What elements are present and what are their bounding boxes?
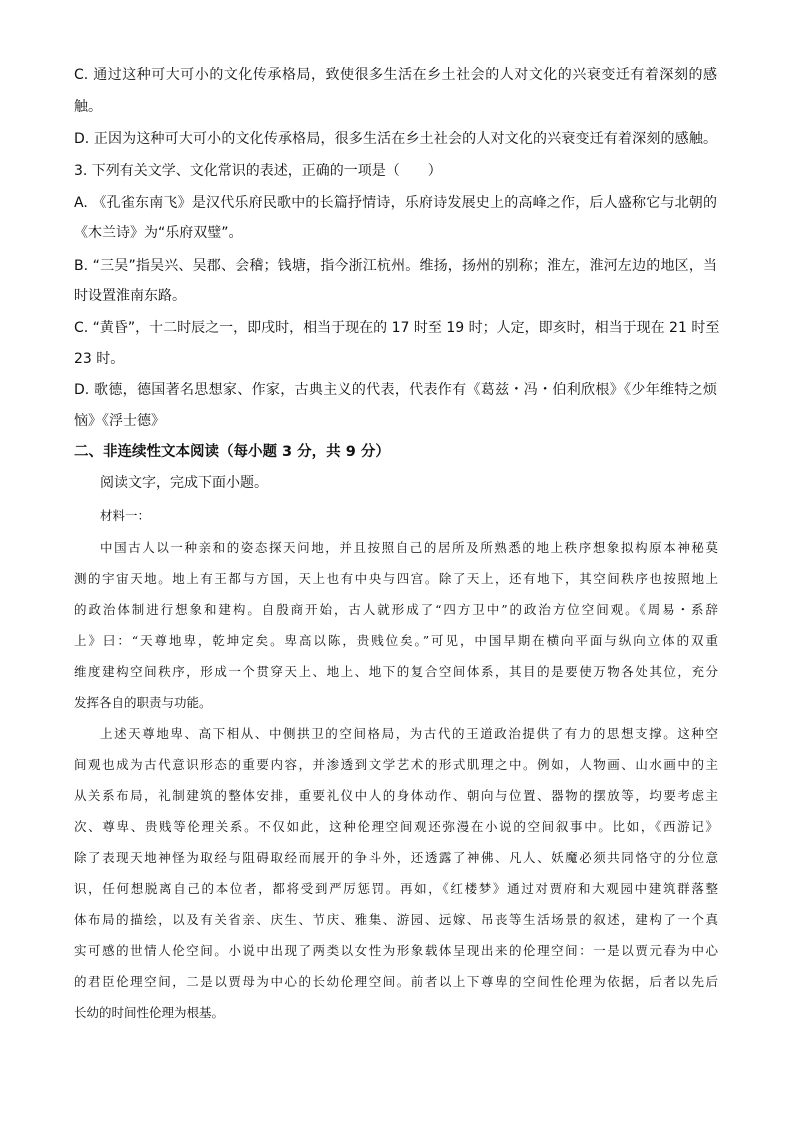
- material1-p1-line: 发挥各自的职责与功能。: [74, 695, 212, 710]
- material1-p1-line: 维度建构空间秩序，形成一个贯穿天上、地上、地下的复合空间体系，其目的是要使万物各处其位，充分: [74, 664, 718, 679]
- reading-instruction: 阅读文字，完成下面小题。: [100, 475, 268, 491]
- section-heading: 二、非连续性文本阅读（每小题 3 分，共 9 分）: [74, 444, 390, 460]
- material-label: 材料一：: [100, 508, 151, 523]
- material1-p2-line: 间观也成为古代意识形态的重要内容，并渗透到文学艺术的形式肌理之中。例如，人物画、山水画中的主: [74, 757, 718, 772]
- q3-option-a-line2: 《木兰诗》为“乐府双璧”。: [74, 225, 243, 241]
- material1-p2-line: 实可感的世情人伦空间。小说中出现了两类以女性为形象载体呈现出来的伦理空间：一是以贾元春为中心: [74, 943, 718, 958]
- material1-p2-line: 体布局的描绘，以及有关省亲、庆生、节庆、雅集、游园、远嫁、吊丧等生活场景的叙述，建构了一个真: [74, 912, 718, 927]
- material1-p2-line: 的君臣伦理空间，二是以贾母为中心的长幼伦理空间。前者以上下尊卑的空间性伦理为依据，后者以先后: [74, 974, 718, 989]
- material1-p2-line: 上述天尊地卑、高下相从、中侧拱卫的空间格局，为古代的王道政治提供了有力的思想支撑。这种空: [100, 726, 718, 741]
- q3-option-b-line1: B. “三吴”指吴兴、吴郡、会稽；钱塘，指今浙江杭州。维扬，扬州的别称；淮左，淮河左边的地区，当: [74, 258, 717, 274]
- q2-option-d: D. 正因为这种可大可小的文化传承格局，很多生活在乡土社会的人对文化的兴衰变迁有着深刻的感触。: [74, 131, 717, 147]
- q3-option-a-line1: A. 《孔雀东南飞》是汉代乐府民歌中的长篇抒情诗，乐府诗发展史上的高峰之作，后人盛称它与北朝的: [74, 195, 717, 211]
- material1-p2-line: 次、尊卑、贵贱等伦理关系。不仅如此，这种伦理空间观还弥漫在小说的空间叙事中。比如，《西游记》: [74, 819, 718, 834]
- q2-option-c-line1: C. 通过这种可大可小的文化传承格局，致使很多生活在乡土社会的人对文化的兴衰变迁有着深刻的感: [74, 67, 717, 83]
- q3-option-c-line2: 23 时。: [74, 351, 125, 367]
- q3-option-c-line1: C. “黄昏”，十二时辰之一，即戌时，相当于现在的 17 时至 19 时；人定，即亥时，相当于现在 21 时至: [74, 320, 720, 336]
- material1-p1-line: 上》曰：“天尊地卑，乾坤定矣。卑高以陈，贵贱位矣。”可见，中国早期在横向平面与纵向立体的双重: [74, 633, 718, 648]
- material1-p2-line: 识，任何想脱离自己的本位者，都将受到严厉惩罚。再如，《红楼梦》通过对贾府和大观园中建筑群落整: [74, 881, 718, 896]
- material1-p1-line: 的政治体制进行想象和建构。自殷商开始，古人就形成了“四方卫中”的政治方位空间观。《周易・系辞: [74, 602, 718, 617]
- q3-option-d-line1: D. 歌德，德国著名思想家、作家，古典主义的代表，代表作有《葛兹・冯・伯利欣根》《少年维特之烦: [74, 382, 717, 398]
- q2-option-c-line2: 触。: [74, 99, 102, 115]
- q3-option-b-line2: 时设置淮南东路。: [74, 288, 186, 304]
- material1-p2-line: 长幼的时间性伦理为根基。: [74, 1005, 225, 1020]
- material1-p1-line: 测的宇宙天地。地上有王都与方国，天上也有中央与四宫。除了天上，还有地下，其空间秩序也按照地上: [74, 571, 718, 586]
- material1-p2-line: 除了表现天地神怪为取经与阻碍取经而展开的争斗外，还透露了神佛、凡人、妖魔必须共同恪守的分位意: [74, 850, 718, 865]
- material1-p2-line: 从关系布局，礼制建筑的整体安排，重要礼仪中人的身体动作、朝向与位置、器物的摆放等，均要考虑主: [74, 788, 718, 803]
- material1-p1-line: 中国古人以一种亲和的姿态探天问地，并且按照自己的居所及所熟悉的地上秩序想象拟构原本神秘莫: [100, 540, 718, 555]
- q3-stem: 3. 下列有关文学、文化常识的表述，正确的一项是（ ）: [74, 163, 442, 179]
- q3-option-d-line2: 恼》《浮士德》: [74, 413, 165, 429]
